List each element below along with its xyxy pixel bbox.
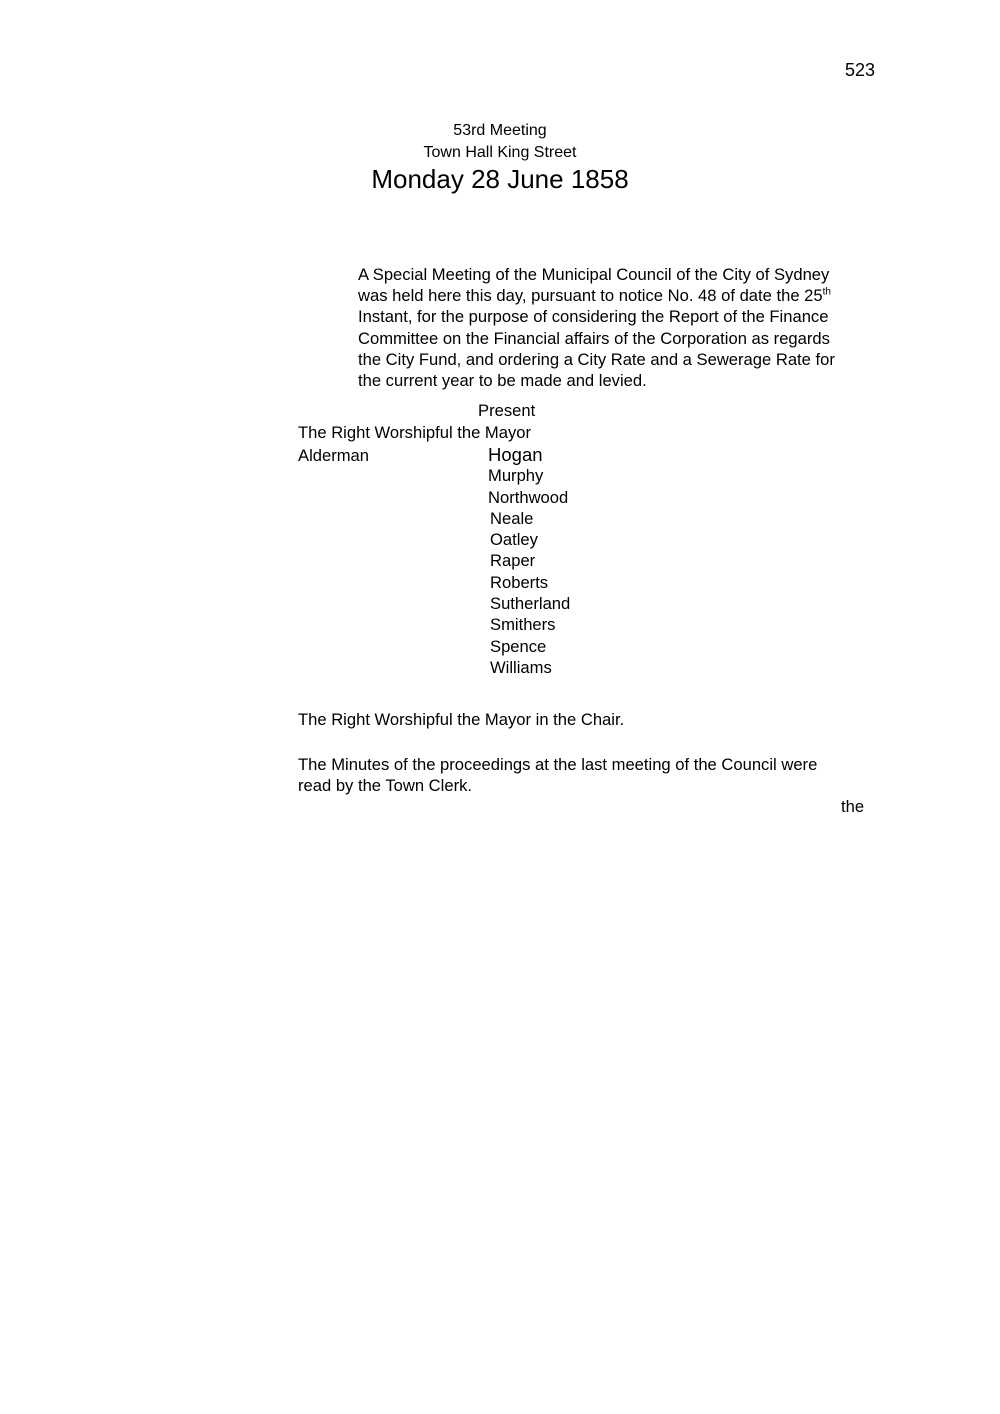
alderman-name: Sutherland	[490, 594, 571, 614]
alderman-name: Oatley	[490, 530, 538, 550]
alderman-name: Spence	[490, 636, 547, 656]
minutes-line: The Minutes of the proceedings at the last meeting of the Council were	[298, 755, 818, 774]
notice-line-with-superscript	[358, 285, 898, 306]
notice-line: was held here this day, pursuant to notice No. 48 of date the 25	[358, 286, 823, 306]
alderman-name: Smithers	[490, 615, 556, 635]
alderman-name: Northwood	[488, 487, 569, 507]
present-heading: Present	[478, 401, 536, 420]
notice-line: Committee on the Financial affairs of the Corporation as regards	[358, 328, 830, 348]
minutes-line: read by the Town Clerk.	[298, 776, 473, 796]
aldermen-list	[488, 444, 570, 678]
notice-line: Instant, for the purpose of considering the Report of the Finance	[358, 307, 829, 327]
alderman-name: Murphy	[488, 466, 544, 486]
page-number: 523	[845, 60, 876, 80]
meeting-venue: Town Hall King Street	[423, 144, 577, 161]
alderman-label: Alderman	[298, 446, 370, 465]
alderman-name: Roberts	[490, 572, 549, 592]
alderman-name: Neale	[490, 508, 534, 528]
meeting-notice-paragraph	[358, 264, 898, 391]
chair-statement: The Right Worshipful the Mayor in the Chair.	[298, 710, 625, 729]
ordinal-superscript: th	[822, 286, 831, 298]
alderman-name: Hogan	[488, 444, 543, 465]
notice-line: A Special Meeting of the Municipal Council of the City of Sydney	[358, 265, 830, 284]
mayor-attendance: The Right Worshipful the Mayor	[298, 423, 532, 442]
minutes-paragraph	[298, 754, 898, 796]
alderman-name: Raper	[490, 551, 536, 571]
catchword: the	[841, 797, 865, 816]
notice-line: the City Fund, and ordering a City Rate and a Sewerage Rate for	[358, 349, 835, 369]
meeting-number: 53rd Meeting	[453, 122, 547, 139]
meeting-date: Monday 28 June 1858	[371, 164, 629, 194]
notice-line: the current year to be made and levied.	[358, 371, 647, 391]
alderman-name: Williams	[490, 657, 552, 677]
